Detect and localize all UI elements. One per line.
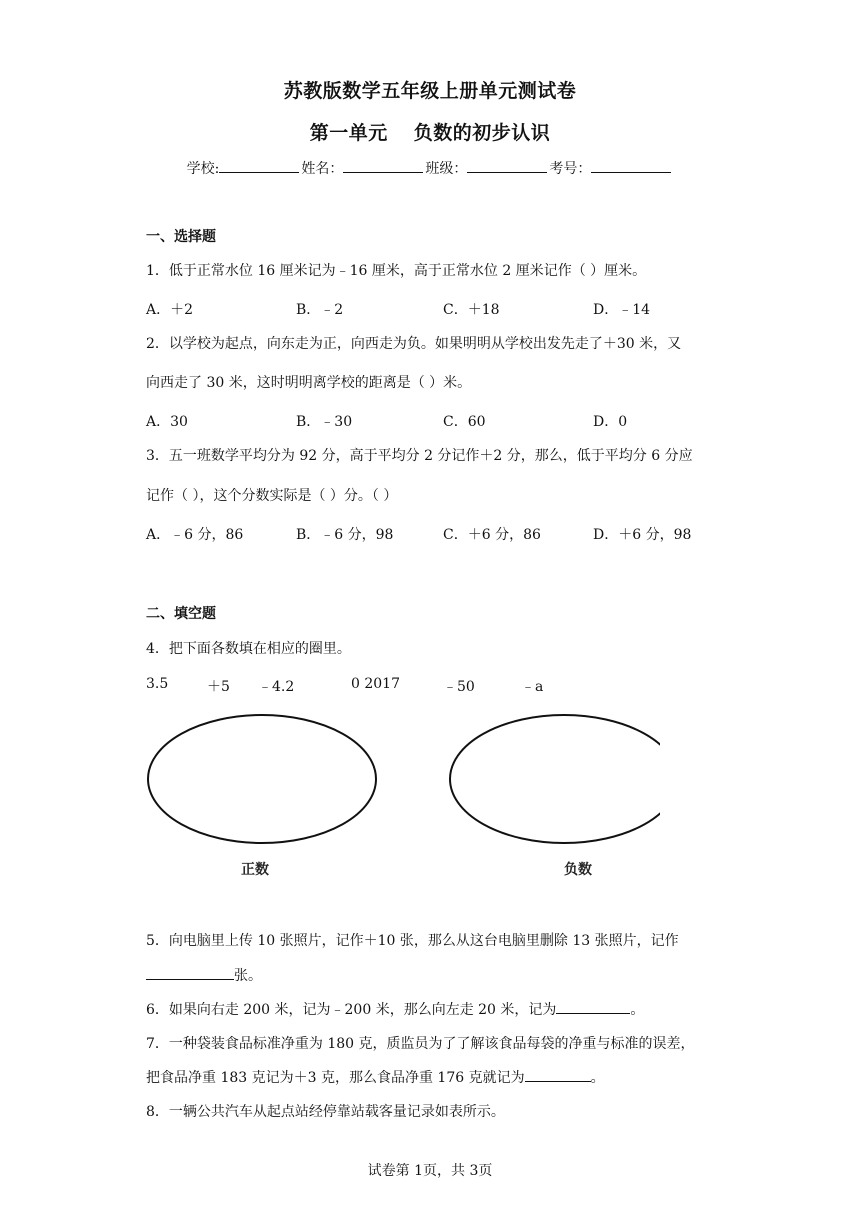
section-fill-title: 二、填空题 bbox=[146, 606, 216, 622]
q7-answer-blank[interactable] bbox=[525, 1067, 591, 1082]
q7-text: 把食品净重 183 克记为＋3 克，那么食品净重 176 克就记为 bbox=[146, 1070, 525, 1086]
question-2-line-2: 向西走了 30 米，这时明明离学校的距离是（ ）米。 bbox=[146, 375, 472, 391]
number-item[interactable]: ﹣a bbox=[521, 679, 544, 695]
page-footer: 试卷第 1页，共 3页 bbox=[367, 1163, 493, 1179]
question-3-line-1: 3．五一班数学平均分为 92 分，高于平均分 2 分记作＋2 分，那么，低于平均分 6 分应 bbox=[146, 448, 693, 464]
q1-option-d[interactable]: D．﹣14 bbox=[593, 302, 651, 318]
number-item[interactable]: 0 2017 bbox=[351, 676, 400, 692]
question-7-line-2 bbox=[146, 1067, 605, 1087]
number-item[interactable]: ＋5 bbox=[207, 679, 230, 695]
q5-answer-blank[interactable] bbox=[146, 965, 234, 980]
negative-label: 负数 bbox=[564, 862, 592, 878]
q7-suffix: 。 bbox=[590, 1070, 605, 1086]
student-info-line bbox=[0, 158, 860, 178]
question-2-line-1: 2．以学校为起点，向东走为正，向西走为负。如果明明从学校出发先走了＋30 米，又 bbox=[146, 336, 682, 352]
q2-option-b[interactable]: B．﹣30 bbox=[296, 414, 353, 430]
question-7-line-1: 7．一种袋装食品标准净重为 180 克，质监员为了了解该食品每袋的净重与标准的误差， bbox=[146, 1036, 695, 1052]
exam-number-label: 考号： bbox=[549, 161, 592, 177]
q2-option-d[interactable]: D．0 bbox=[593, 414, 628, 430]
number-item[interactable]: 3.5 bbox=[146, 676, 169, 692]
school-blank[interactable] bbox=[219, 158, 299, 173]
unit-topic: 负数的初步认识 bbox=[413, 122, 551, 144]
question-4-numbers bbox=[146, 676, 706, 696]
positive-number-circle[interactable] bbox=[148, 715, 376, 843]
unit-number: 第一单元 bbox=[309, 122, 388, 144]
q3-option-a[interactable]: A．﹣6 分，86 bbox=[146, 527, 244, 543]
page-title: 苏教版数学五年级上册单元测试卷 bbox=[283, 80, 577, 102]
q1-option-b[interactable]: B．﹣2 bbox=[296, 302, 344, 318]
q2-option-a[interactable]: A．30 bbox=[146, 414, 188, 430]
q3-option-d[interactable]: D．＋6 分，98 bbox=[593, 527, 692, 543]
name-blank[interactable] bbox=[343, 158, 423, 173]
q2-option-c[interactable]: C．60 bbox=[443, 414, 486, 430]
question-5-line-2 bbox=[146, 965, 262, 985]
name-label: 姓名： bbox=[301, 161, 344, 177]
unit-title bbox=[0, 118, 860, 145]
q6-answer-blank[interactable] bbox=[556, 999, 630, 1014]
q1-option-c[interactable]: C．＋18 bbox=[443, 302, 500, 318]
section-choice-title: 一、选择题 bbox=[146, 229, 216, 245]
exam-number-blank[interactable] bbox=[591, 158, 671, 173]
school-label: 学校: bbox=[186, 161, 220, 177]
question-5-line-1: 5．向电脑里上传 10 张照片，记作＋10 张，那么从这台电脑里删除 13 张照片，记作 bbox=[146, 933, 679, 949]
question-4: 4．把下面各数填在相应的圈里。 bbox=[146, 641, 351, 657]
class-blank[interactable] bbox=[467, 158, 547, 173]
q6-text: 6．如果向右走 200 米，记为﹣200 米，那么向左走 20 米，记为 bbox=[146, 1002, 557, 1018]
question-1: 1．低于正常水位 16 厘米记为﹣16 厘米，高于正常水位 2 厘米记作（ ）厘米。 bbox=[146, 263, 647, 279]
q3-option-c[interactable]: C．＋6 分，86 bbox=[443, 527, 541, 543]
negative-number-circle[interactable] bbox=[450, 715, 660, 843]
q3-option-b[interactable]: B．﹣6 分，98 bbox=[296, 527, 394, 543]
q6-suffix: 。 bbox=[630, 1002, 645, 1018]
question-8: 8．一辆公共汽车从起点站经停靠站载客量记录如表所示。 bbox=[146, 1104, 505, 1120]
q5-suffix: 张。 bbox=[234, 968, 262, 984]
positive-label: 正数 bbox=[241, 862, 269, 878]
number-circles bbox=[140, 704, 660, 844]
q1-option-a[interactable]: A．＋2 bbox=[146, 302, 194, 318]
question-6 bbox=[146, 999, 644, 1019]
number-item[interactable]: ﹣4.2 bbox=[258, 679, 295, 695]
question-3-line-2: 记作（ ），这个分数实际是（ ）分。（ ） bbox=[146, 488, 398, 504]
class-label: 班级： bbox=[425, 161, 468, 177]
number-item[interactable]: ﹣50 bbox=[443, 679, 475, 695]
